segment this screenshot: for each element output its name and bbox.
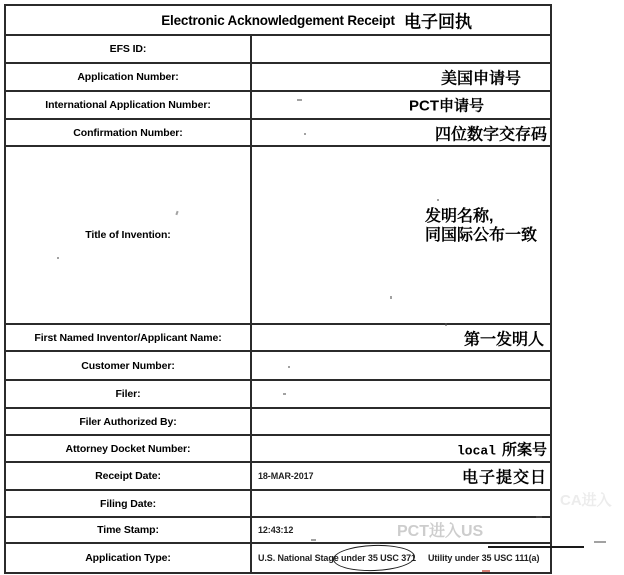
field-value-cell [252,544,550,572]
row-customer-number [6,352,550,381]
field-label: First Named Inventor/Applicant Name: [6,325,252,350]
field-label: Application Number: [6,64,252,90]
row-international-application-number [6,92,550,120]
chinese-annotation: 第一发明人 [463,331,544,348]
field-label: Attorney Docket Number: [6,436,252,461]
application-type-value-2: Utility under 35 USC 111(a) [428,553,540,563]
chinese-annotation-text: 所案号 [501,441,547,458]
docket-value: local [456,443,496,458]
field-label: EFS ID: [6,36,252,62]
chinese-annotation: PCT申请号 [408,97,484,115]
field-label: Title of Invention: [6,147,252,323]
field-label: Receipt Date: [6,463,252,489]
scan-speck [57,257,59,259]
field-label: Filer Authorized By: [6,409,252,434]
row-receipt-date [6,463,550,491]
field-value-cell [252,463,550,489]
row-efs-id [6,36,550,64]
row-filer-authorized-by [6,409,550,436]
scan-speck [445,323,447,326]
field-value-cell [252,325,550,350]
field-value-cell [252,352,550,379]
scan-speck [594,541,606,543]
field-label: Time Stamp: [6,518,252,542]
chinese-annotation-line2: 同国际公布一致 [425,227,538,244]
row-application-number [6,64,550,92]
scan-speck [437,199,439,201]
field-value-cell [252,147,550,323]
row-confirmation-number [6,120,550,147]
field-value-cell [252,120,550,145]
scan-speck [370,542,380,544]
scan-speck [297,99,302,101]
field-label: Confirmation Number: [6,120,252,145]
field-value-cell [252,381,550,407]
ghost-annotation-pct: PCT进入US [397,523,484,540]
row-title-of-invention [6,147,550,325]
chinese-annotation: 美国申请号 [440,70,521,88]
row-filing-date [6,491,550,518]
chinese-annotation [457,438,547,459]
field-value-cell [252,436,550,461]
chinese-annotation: 电子提交日 [461,469,547,487]
chinese-annotation-line1: 发明名称, [425,208,494,225]
field-value-cell [252,36,550,62]
field-label: Filer: [6,381,252,407]
receipt-date-value: 18-MAR-2017 [258,471,314,481]
scan-speck [311,539,316,541]
scan-speck [288,366,290,368]
chinese-annotation: 四位数字交存码 [434,126,547,143]
row-application-type [6,544,550,572]
acknowledgement-receipt-table [4,4,552,574]
field-value-cell [252,64,550,90]
strike-line-annotation [488,546,584,548]
scan-speck [283,393,286,395]
row-filer [6,381,550,409]
header-chinese-annotation: 电子回执 [404,12,472,32]
field-value-cell [252,409,550,434]
row-first-named-inventor [6,325,550,352]
hand-drawn-ellipse-annotation [333,544,416,573]
application-type-value: U.S. National Stage under 35 USC 371 [258,553,416,563]
chinese-annotation [425,207,537,245]
red-scan-speck [482,570,490,572]
field-label: Filing Date: [6,491,252,516]
field-label: International Application Number: [6,92,252,118]
page-title: Electronic Acknowledgement Receipt [161,12,395,28]
field-value-cell [252,491,550,516]
row-attorney-docket-number [6,436,550,463]
scan-speck [390,296,392,299]
ghost-annotation-ca: CA进入 [560,492,612,509]
field-value-cell [252,92,550,118]
scan-speck [536,516,542,518]
header-row [6,6,550,36]
scan-speck [304,133,306,135]
time-stamp-value: 12:43:12 [258,525,294,535]
field-label: Customer Number: [6,352,252,379]
field-label: Application Type: [6,544,252,572]
